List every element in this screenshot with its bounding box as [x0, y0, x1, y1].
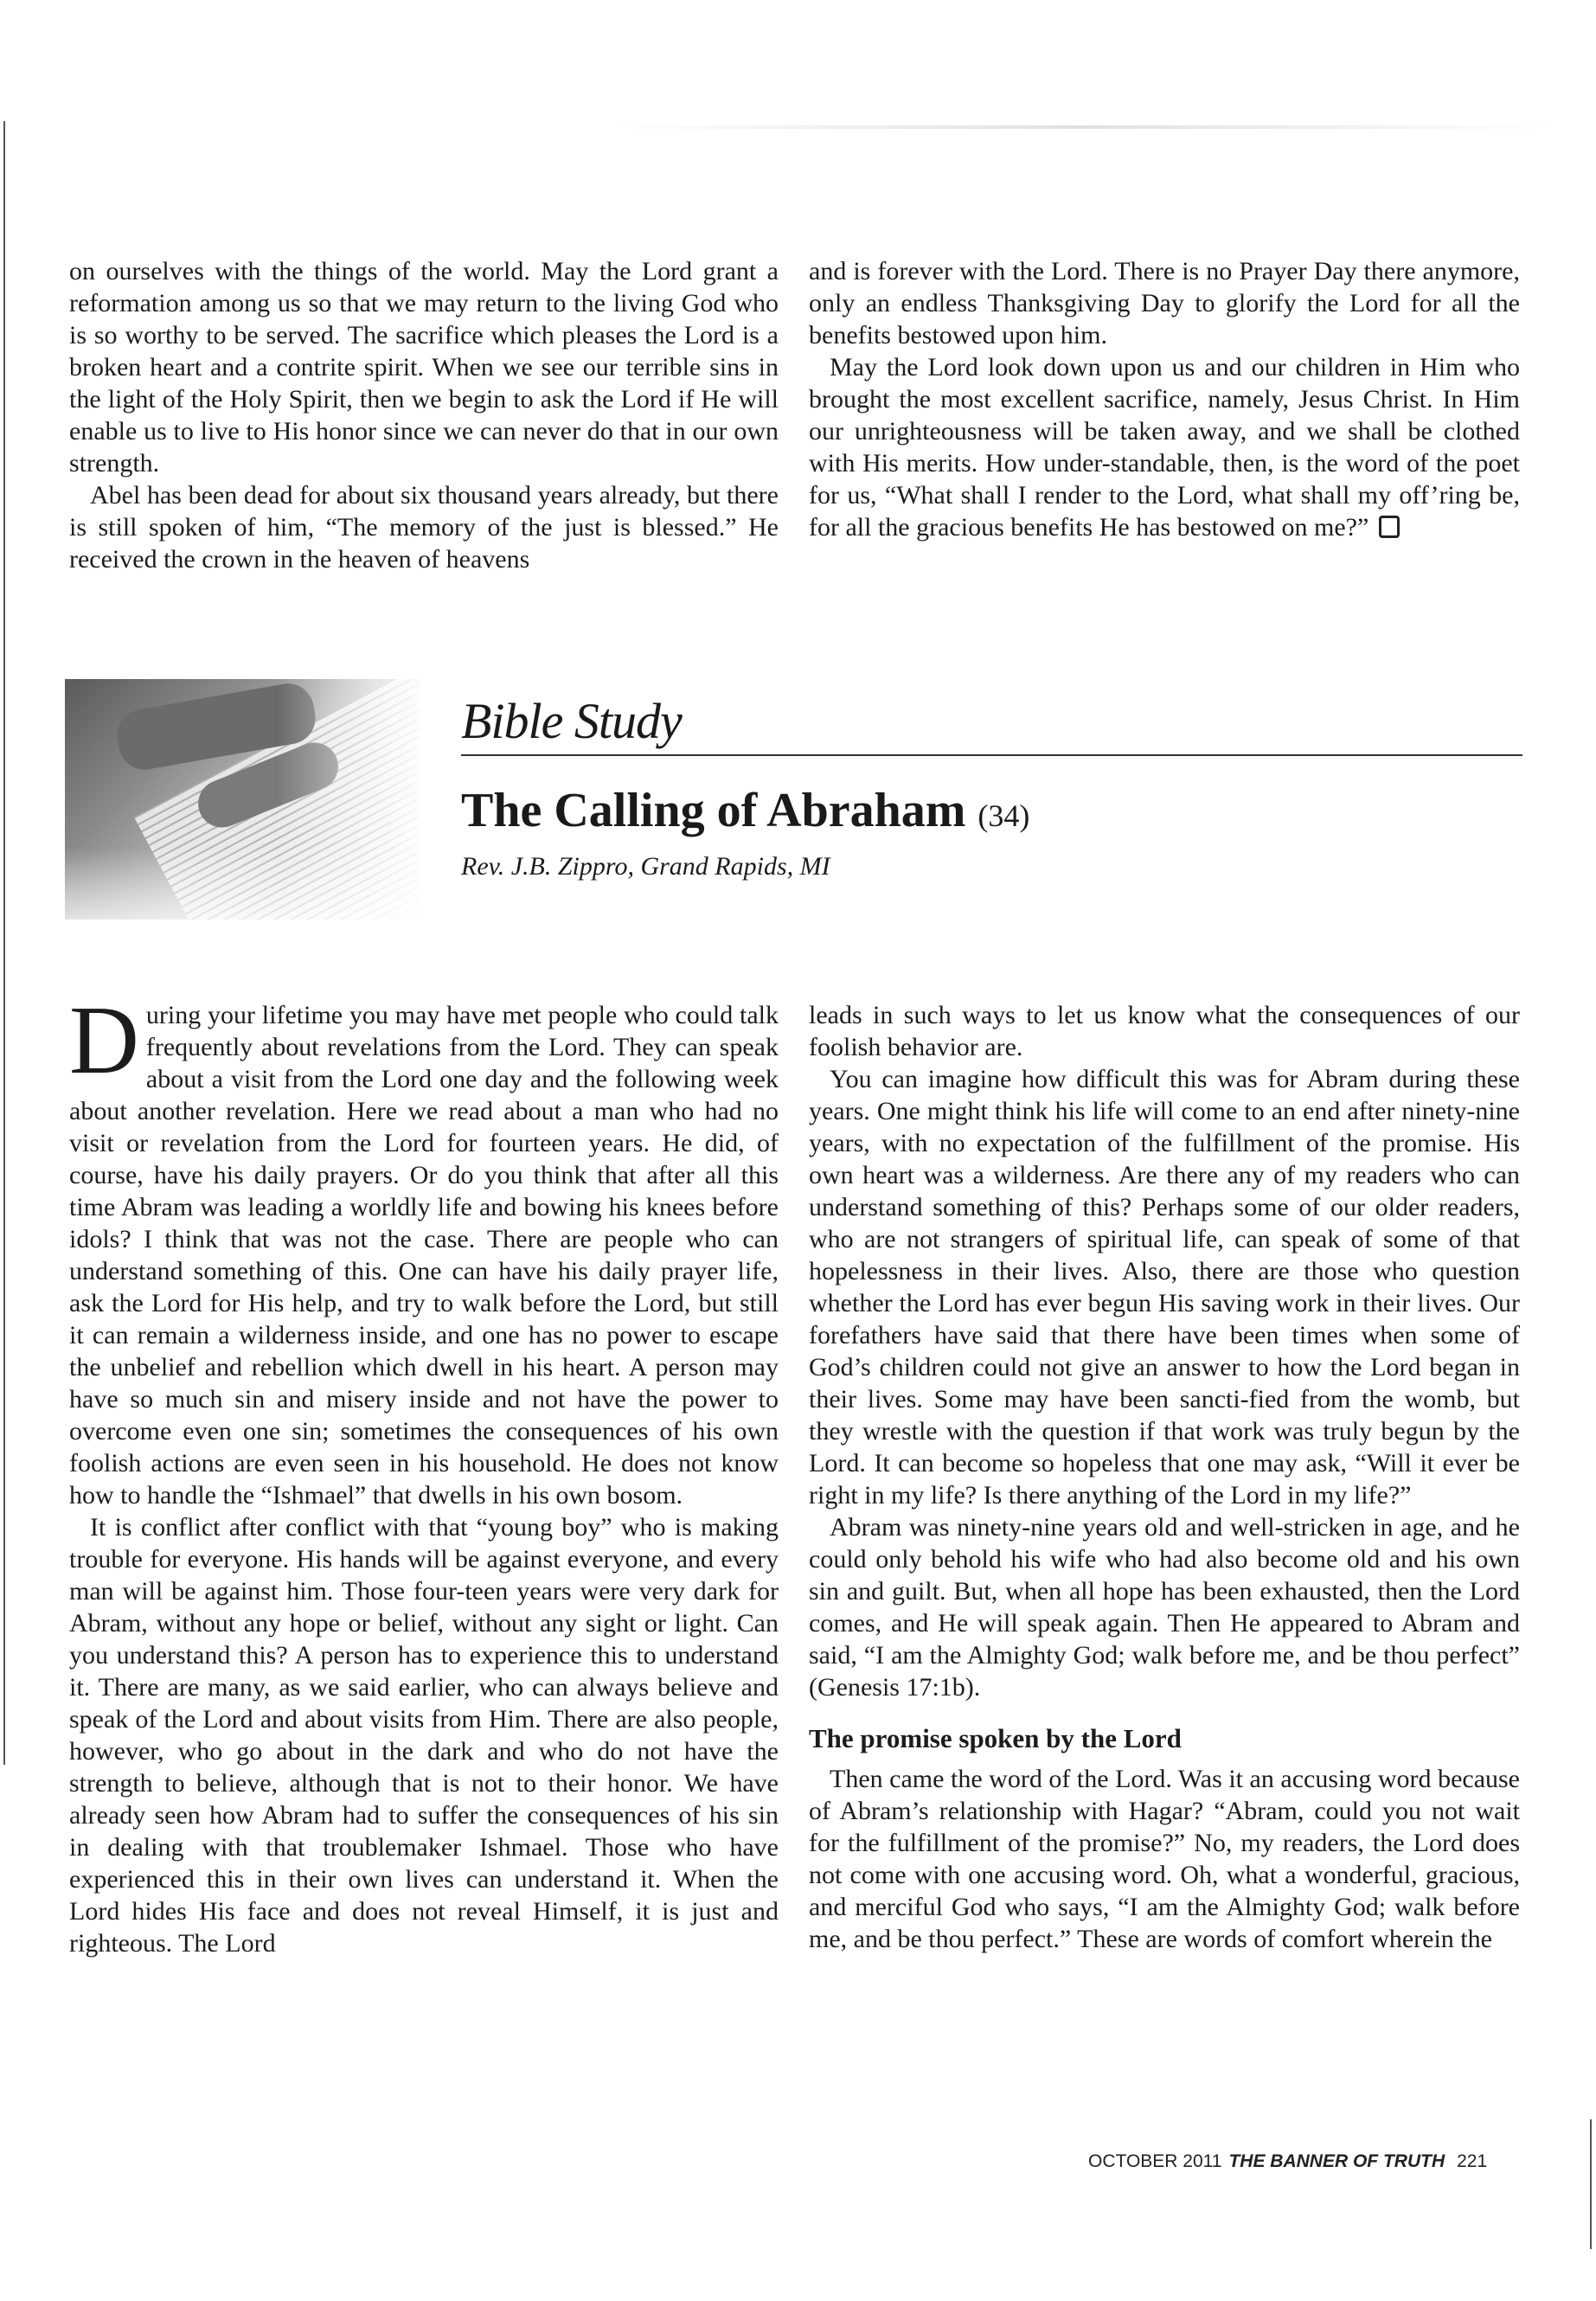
top-left-column — [69, 255, 779, 575]
article-right-paragraph-2: You can imagine how difficult this was for Abram during these years. One might think his life will come to an end after ninety-nine years, with no expectation of the fulfillment of the promise. His own heart was a wilderness. Are there any of my readers who can understand something of this? Perhaps some of our older readers, who are not strangers of spiritual life, can speak of some of that hopelessness in their lives. Also, there are those who question whether the Lord has ever begun His saving work in their lives. Our forefathers have said that there have been times when some of God’s children could not give an answer to how the Lord began in their lives. Some may have been sancti-fied from the womb, but they wrestle with the question if that work was truly begun by the Lord. It can become so hopeless that one may ask, “Will it ever be right in my life? Is there anything of the Lord in my life?” — [809, 1065, 1520, 1509]
top-right-paragraph-1: and is forever with the Lord. There is no Prayer Day there anymore, only an endless Thanksgiving Day to glorify the Lord for all the benefits bestowed upon him. — [809, 257, 1520, 349]
top-left-paragraph-1: on ourselves with the things of the world. May the Lord grant a reformation among us so that we may return to the living God who is so worthy to be served. The sacrifice which pleases the Lord is a broken heart and a contrite spirit. When we see our terrible sins in the light of the Holy Spirit, then we begin to ask the Lord if He will enable us to live to His honor since we can never do that in our own strength. — [69, 257, 779, 478]
photo-fade — [65, 679, 420, 920]
top-right-paragraph-2-text: May the Lord look down upon us and our children in Him who brought the most excellent sacrifice, namely, Jesus Christ. In Him our unrighteousness will be taken away, and we shall be clothed with His merits. How under-standable, then, is the word of the poet for us, “What shall I render to the Lord, what shall my off’ring be, for all the gracious benefits He has bestowed on me?” — [809, 353, 1520, 542]
footer-magazine: THE BANNER OF TRUTH — [1228, 2151, 1445, 2171]
article-paragraph-1 — [69, 987, 779, 1511]
section-label: Bible Study — [461, 693, 682, 749]
article-subheading: The promise spoken by the Lord — [809, 1723, 1182, 1753]
page-edge-rule-right — [1590, 2119, 1592, 2249]
article-paragraph-2: It is conflict after conflict with that “young boy” who is making trouble for everyone. His hands will be against everyone, and every man will be against him. Those four-teen years were very dark for Abram, without any hope or belief, without any sight or light. Can you understand this? A person has to experience this to understand it. There are many, as we said earlier, who can always believe and speak of the Lord and about visits from Him. There are also people, however, who go about in the dark and who do not have the strength to believe, although that is not to their honor. We have already seen how Abram had to suffer the consequences of his sin in dealing with that troublemaker Ishmael. Those who have experienced this in their own lives can understand it. When the Lord hides His face and does not reveal Himself, it is just and righteous. The Lord — [69, 1513, 779, 1958]
article-right-paragraph-4: Then came the word of the Lord. Was it an accusing word because of Abram’s relationship with Hagar? “Abram, could you not wait for the fulfillment of the promise?” No, my readers, the Lord does not come with one accusing word. Oh, what a wonderful, gracious, and merciful God who says, “I am the Almighty God; walk before me, and be thou perfect.” These are words of comfort wherein the — [809, 1765, 1520, 1953]
article-right-paragraph-1: leads in such ways to let us know what the consequences of our foolish behavior are. — [809, 1001, 1520, 1061]
footer-page-number: 221 — [1457, 2151, 1488, 2171]
top-left-paragraph-2: Abel has been dead for about six thousand years already, but there is still spoken of him, “The memory of the just is blessed.” He received the crown in the heaven of heavens — [69, 481, 779, 574]
top-right-column — [809, 255, 1520, 543]
section-rule — [461, 754, 1522, 756]
footer-date: OCTOBER 2011 — [1088, 2151, 1222, 2171]
dropcap: D — [69, 987, 139, 1094]
article-title-number: (34) — [977, 798, 1030, 833]
bible-study-photo — [65, 679, 420, 920]
page-footer — [1088, 2151, 1487, 2172]
article-right-column — [809, 999, 1520, 1955]
article-title-text: The Calling of Abraham — [461, 784, 966, 837]
article-author: Rev. J.B. Zippro, Grand Rapids, MI — [461, 852, 830, 881]
page-edge-rule-left — [3, 121, 5, 1765]
article-left-column — [69, 987, 779, 1959]
article-paragraph-1-text: uring your lifetime you may have met people who could talk frequently about revelations from the Lord. They can speak about a visit from the Lord one day and the following week about another revelation. Here we read about a man who had no visit or revelation from the Lord for fourteen years. He did, of course, have his daily prayers. Or do you think that after all this time Abram was leading a worldly life and bowing his knees before idols? I think that was not the case. There are people who can understand something of this. One can have his daily prayer life, ask the Lord for His help, and try to walk before the Lord, but still it can remain a wilderness inside, and one has no power to escape the unbelief and rebellion which dwell in his heart. A person may have so much sin and misery inside and not have the power to overcome even one sin; sometimes the consequences of his own foolish actions are even seen in his household. He does not know how to handle the “Ishmael” that dwells in his own bosom. — [69, 1001, 779, 1509]
top-right-paragraph-2 — [809, 351, 1520, 543]
end-of-article-mark-icon — [1379, 516, 1400, 538]
article-right-paragraph-3: Abram was ninety-nine years old and well-stricken in age, and he could only behold his wife who had also become old and his own sin and guilt. But, when all hope has been exhausted, then the Lord comes, and He will speak again. Then He appeared to Abram and said, “I am the Almighty God; walk before me, and be thou perfect” (Genesis 17:1b). — [809, 1513, 1520, 1702]
article-title — [461, 783, 1029, 838]
scan-shadow — [606, 125, 1557, 129]
